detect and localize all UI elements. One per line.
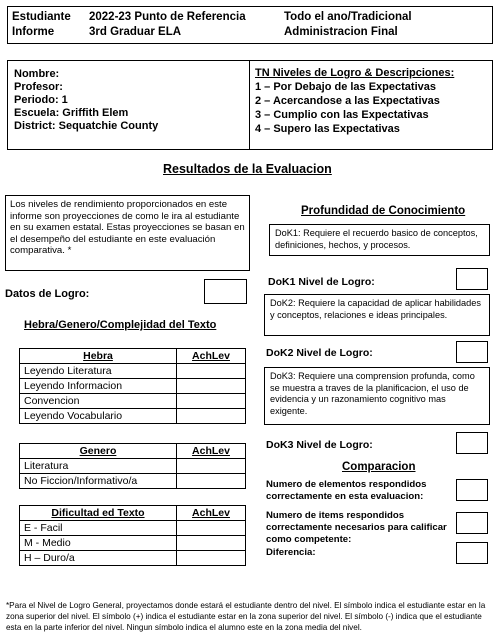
difference-box[interactable] xyxy=(456,542,488,564)
dificultad-table xyxy=(19,505,246,566)
table-row-label: E - Facil xyxy=(20,521,177,536)
school-field: Escuela: Griffith Elem xyxy=(14,107,129,119)
achlev-cell[interactable] xyxy=(177,551,246,566)
student-label: Estudiante xyxy=(12,11,71,23)
level-1: 1 – Por Debajo de las Expectativas xyxy=(255,81,436,93)
items-needed-box[interactable] xyxy=(456,512,488,534)
datos-answer-box[interactable] xyxy=(204,279,247,304)
table-row-label: Convencion xyxy=(20,394,177,409)
dificultad-header: Dificultad ed Texto xyxy=(20,506,177,521)
dok1-description: DoK1: Requiere el recuerdo basico de conceptos, definiciones, hechos, y procesos. xyxy=(275,228,478,250)
strand-title: Hebra/Genero/Complejidad del Texto xyxy=(24,319,217,331)
administration: Administracion Final xyxy=(284,26,398,38)
results-title: Resultados de la Evaluacion xyxy=(163,162,332,176)
achlev-cell[interactable] xyxy=(177,379,246,394)
hebra-table xyxy=(19,348,246,424)
district-field: District: Sequatchie County xyxy=(14,120,159,132)
dok2-box xyxy=(264,294,490,336)
grade-subject: 3rd Graduar ELA xyxy=(89,26,182,38)
dok2-description: DoK2: Requiere la capacidad de aplicar habilidades y conceptos, relaciones e ideas principales. xyxy=(270,298,481,320)
items-answered-label: Numero de elementos respondidos correctamente en esta evaluacion: xyxy=(266,479,427,502)
level-3: 3 – Cumplio con las Expectativas xyxy=(255,109,429,121)
table-row-label: Leyendo Vocabulario xyxy=(20,409,177,424)
table-row-label: H – Duro/a xyxy=(20,551,177,566)
level-4: 4 – Supero las Expectativas xyxy=(255,123,400,135)
report-header xyxy=(7,6,493,44)
achlev-header: AchLev xyxy=(177,506,246,521)
footnote: *Para el Nivel de Logro General, proyectamos donde estará el estudiante dentro del nivel. El símbolo indica el estudiante estar en la zona superior del nivel. El símbolo (+) indica el estudiante estar en la zona superior del nivel. El símbolo (-) indica que el estudiante esta en la parte inferior del nivel. Ningun símbolo indica el alumno este en la zona media del nivel. xyxy=(6,601,486,632)
report-label: Informe xyxy=(12,26,55,38)
achlev-cell[interactable] xyxy=(177,364,246,379)
table-row-label: No Ficcion/Informativo/a xyxy=(20,474,177,489)
achlev-cell[interactable] xyxy=(177,536,246,551)
year-type: Todo el ano/Tradicional xyxy=(284,11,412,23)
dok-title: Profundidad de Conocimiento xyxy=(301,205,466,217)
dok1-box xyxy=(269,224,490,256)
table-row-label: Literatura xyxy=(20,459,177,474)
achlev-cell[interactable] xyxy=(177,409,246,424)
genero-table xyxy=(19,443,246,489)
dok3-answer-box[interactable] xyxy=(456,432,488,454)
info-divider xyxy=(249,61,250,149)
achlev-cell[interactable] xyxy=(177,474,246,489)
dok1-label: DoK1 Nivel de Logro: xyxy=(268,276,375,288)
intro-text: Los niveles de rendimiento proporcionados en este informe son proyecciones de como le ira al estudiante en su examen estatal. Estas proyecciones se basan en el desempeño del estudiante en este evaluación comparativa. * xyxy=(10,199,245,256)
dok3-label: DoK3 Nivel de Logro: xyxy=(266,439,373,451)
achlev-header: AchLev xyxy=(177,444,246,459)
hebra-header: Hebra xyxy=(20,349,177,364)
datos-label: Datos de Logro: xyxy=(5,288,90,300)
items-answered-box[interactable] xyxy=(456,479,488,501)
table-row-label: Leyendo Literatura xyxy=(20,364,177,379)
achlev-cell[interactable] xyxy=(177,394,246,409)
student-info-box xyxy=(7,60,493,150)
achlev-cell[interactable] xyxy=(177,459,246,474)
table-row-label: Leyendo Informacion xyxy=(20,379,177,394)
level-2: 2 – Acercandose a las Expectativas xyxy=(255,95,440,107)
name-field: Nombre: xyxy=(14,68,60,80)
difference-label: Diferencia: xyxy=(266,547,316,558)
intro-box xyxy=(5,195,250,271)
comparison-title: Comparacion xyxy=(342,461,416,473)
items-needed-label: Numero de items respondidos correctamente necesarios para calificar como competente: xyxy=(266,510,447,545)
teacher-field: Profesor: xyxy=(14,81,63,93)
table-row-label: M - Medio xyxy=(20,536,177,551)
achlev-cell[interactable] xyxy=(177,521,246,536)
dok3-box xyxy=(264,367,490,425)
dok3-description: DoK3: Requiere una comprension profunda, como se muestra a traves de la planificacion, el uso de evidencia y un razonamiento cognitivo mas exigente. xyxy=(270,371,475,416)
levels-title: TN Niveles de Logro & Descripciones: xyxy=(255,67,455,79)
benchmark-title: 2022-23 Punto de Referencia xyxy=(89,11,246,23)
period-field: Periodo: 1 xyxy=(14,94,68,106)
dok2-label: DoK2 Nivel de Logro: xyxy=(266,347,373,359)
dok2-answer-box[interactable] xyxy=(456,341,488,363)
achlev-header: AchLev xyxy=(177,349,246,364)
genero-header: Genero xyxy=(20,444,177,459)
dok1-answer-box[interactable] xyxy=(456,268,488,290)
